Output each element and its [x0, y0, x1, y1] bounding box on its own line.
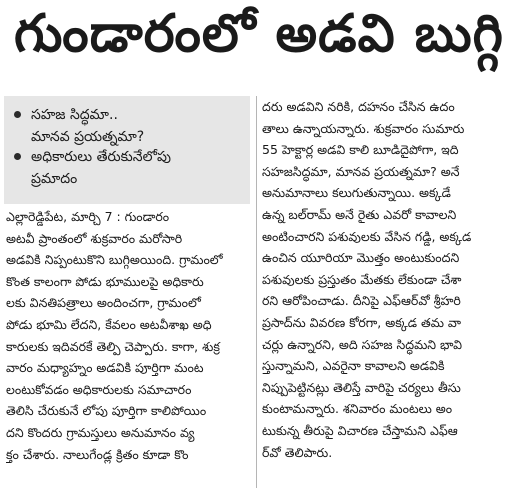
article-line: అనుమానాలు కలుగుతున్నాయి. అక్కడే	[262, 185, 451, 201]
article-line: పశువులకు ప్రస్తుతం మేతకు లేకుండా చేశా	[262, 271, 462, 287]
highlight-line: అధికారులు తేరుకునేలోపు	[31, 149, 171, 165]
article-line: తెలిసి చేరుకునే లోపు పూర్తిగా కాలిపోయిం	[6, 403, 207, 419]
bullet-icon	[14, 153, 21, 160]
article-line: అటవీ ప్రాంతంలో శుక్రవారం మరోసారి	[6, 230, 183, 246]
highlight-item	[14, 104, 144, 148]
article-line: దరు అడవిని నరికి, దహనం చేసిన ఉదం	[262, 99, 455, 114]
article-right-column	[262, 96, 510, 463]
article-line: 55 హెక్టార్ల అడవి కాలి బూడిదైపోగా, ఇది	[262, 142, 459, 158]
article-left-column	[6, 206, 254, 465]
article-line: కుంటామన్నారు. శనివారం మంటలు అం	[262, 401, 453, 417]
article-line: ర్‌వో తెలిపారు.	[262, 444, 333, 460]
highlight-line: మానవ ప్రయత్నమా?	[31, 129, 145, 145]
article-line: వారం మధ్యాహ్నం అడవికి పూర్తిగా మంట	[6, 360, 204, 376]
article-line: లకు వినతిపత్రాలు అందించగా, గ్రామంలో	[6, 295, 201, 311]
article-line: తాలు ఉన్నాయన్నారు. శుక్రవారం సుమారు	[262, 120, 465, 136]
highlights-box	[4, 96, 250, 204]
article-line: ఎల్లారెడ్డిపేట, మార్చి 7 : గుండారం	[6, 209, 170, 224]
headline: గుండారంలో అడవి బుగ్గి	[14, 3, 504, 64]
article-line: దని కొందరు గ్రామస్తులు అనుమానం వ్య	[6, 424, 195, 440]
article-line: కారులకు ఇదివరకే తెల్పి చెప్పారు. కాగా, శుక్ర	[6, 338, 220, 354]
highlight-line: ప్రమాదం	[31, 171, 78, 187]
article-line: ఉంచిన యూరియా మొత్తం అంటుకుందని	[262, 250, 460, 266]
article-line: అంటించారని పశువులకు వేసిన గడ్డి, అక్కడ	[262, 228, 472, 244]
article-line: చర్లు ఉన్నారని, అది సహజ సిద్ధమని భావి	[262, 336, 462, 352]
article-line: లంటుకోవడం అధికారులకు సమాచారం	[6, 381, 192, 397]
article-line: ఉన్న బల్‌రామ్ అనే రైతు ఎవరో కావాలని	[262, 206, 457, 222]
article-line: పోడు భూమి లేదని, కేవలం అటవీశాఖ అధి	[6, 316, 212, 332]
article-line: కొంత కాలంగా పోడు భూములపై అధికారు	[6, 273, 204, 289]
article-line: స్తున్నామని, ఎవరైనా కావాలని అడవికి	[262, 358, 445, 374]
article-line: క్తం చేశారు. నాలుగేండ్ల క్రితం కూడా కొం	[6, 446, 189, 462]
article-line: రని ఆరోపించాడు. దీనిపై ఎఫ్‌ఆర్‌వో శ్రీహరి	[262, 293, 461, 309]
article-line: టుకున్న తీరుపై విచారణ చేస్తామని ఎఫ్‌ఆ	[262, 422, 458, 438]
highlight-item	[14, 146, 171, 190]
article-line: నిప్పుపెట్టినట్లు తెలిస్తే వారిపై చర్యలు తీసు	[262, 379, 461, 395]
highlight-line: సహజ సిద్ధమా..	[31, 107, 118, 123]
bullet-icon	[14, 111, 21, 118]
article-line: అడవికి నిప్పంటుకొని బుగ్గిఅయింది. గ్రామంలో	[6, 252, 223, 268]
column-divider	[256, 96, 257, 488]
article-line: ప్రసాద్‌ను వివరణ కోరగా, అక్కడ తమ వా	[262, 314, 462, 330]
article-line: సహజసిద్ధమా, మానవ ప్రయత్నమా? అనే	[262, 163, 460, 179]
